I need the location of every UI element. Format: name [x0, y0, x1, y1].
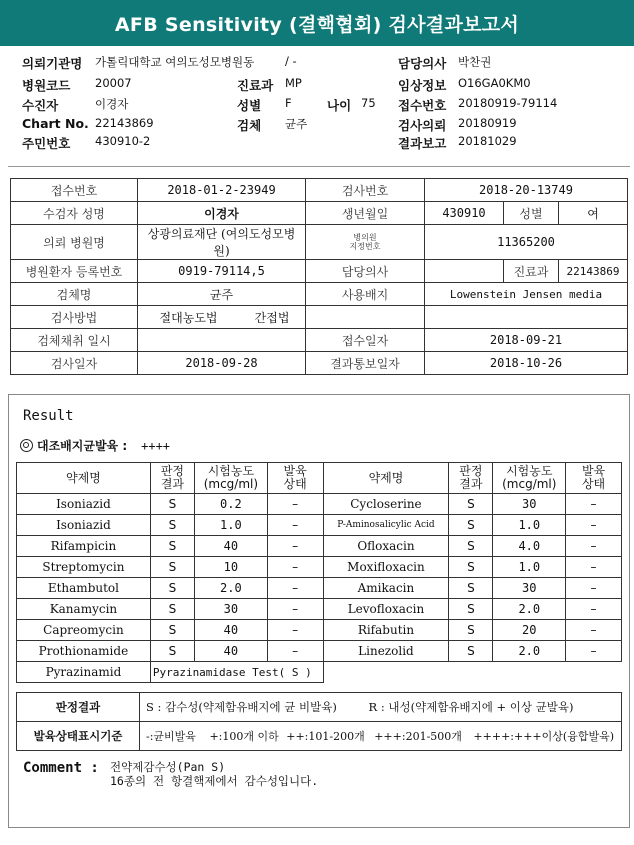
drug-name: Cycloserine [323, 494, 449, 515]
notify-date-value: 2018-10-26 [425, 352, 628, 375]
drug-growth: – [267, 599, 323, 620]
report-header [0, 52, 634, 168]
growth-legend-label: 발육상태표시기준 [17, 722, 140, 751]
growth-legend-1: -:균비발육 [146, 730, 196, 743]
conc-header-right-1: 시험농도 [506, 464, 553, 478]
drug-conc: 2.0 [493, 599, 566, 620]
drug-conc: 40 [195, 620, 268, 641]
growth-header-left-2: 상태 [283, 477, 307, 491]
sex-value: F [285, 96, 292, 110]
growth-legend-2: +:100개 이하 [209, 730, 279, 743]
drug-name: Isoniazid [17, 494, 151, 515]
dept-value: MP [285, 76, 302, 90]
drug-growth: – [267, 578, 323, 599]
hospital-no-label-1: 병의원 [353, 233, 377, 242]
drug-result: S [449, 536, 493, 557]
judge-header-right-1: 판정 [459, 464, 483, 478]
org-extra: / - [285, 54, 297, 68]
drug-conc: 10 [195, 557, 268, 578]
org-label: 의뢰기관명 [22, 56, 83, 71]
specimen-name-value: 균주 [138, 283, 306, 306]
conc-header-right-2: (mcg/ml) [502, 477, 557, 491]
doctor-label: 담당의사 [398, 56, 447, 71]
comment-line-1: 전약제감수성(Pan S) [110, 760, 226, 774]
drug-name: Capreomycin [17, 620, 151, 641]
drug-conc: 1.0 [493, 515, 566, 536]
judge-header-left-2: 결과 [160, 477, 185, 491]
judge-header-left-1: 판정 [160, 464, 185, 478]
specimen-label: 검체 [237, 118, 262, 133]
hospital-code-label: 병원코드 [22, 78, 71, 93]
drug-row [17, 536, 622, 557]
drug-name: Moxifloxacin [323, 557, 449, 578]
media-label: 사용배지 [306, 283, 425, 306]
drug-row [17, 620, 622, 641]
growth-legend-value [140, 722, 622, 751]
drug-growth: – [267, 557, 323, 578]
org-value: 가톨릭대학교 여의도성모병원동 [95, 55, 255, 69]
department-label: 진료과 [504, 260, 559, 283]
clinical-value: O16GA0KM0 [458, 76, 531, 90]
drug-name: Streptomycin [17, 557, 151, 578]
age-value: 75 [361, 96, 376, 110]
registration-label: 병원환자 등록번호 [11, 260, 138, 283]
drug-result: S [449, 494, 493, 515]
receipt-value: 20180919-79114 [458, 96, 558, 110]
drug-result: S [150, 557, 194, 578]
judge-header-right-2: 결과 [459, 477, 483, 491]
drug-name: Ofloxacin [323, 536, 449, 557]
drug-name: P-Aminosalicylic Acid [323, 515, 449, 536]
drug-result: S [449, 620, 493, 641]
request-label: 검사의뢰 [398, 118, 447, 133]
drug-name: Ethambutol [17, 578, 151, 599]
test-date-value: 2018-09-28 [138, 352, 306, 375]
drug-row [17, 494, 622, 515]
test-no-label: 검사번호 [306, 179, 425, 202]
specimen-name-label: 검체명 [11, 283, 138, 306]
test-no-value: 2018-20-13749 [425, 179, 628, 202]
patient-label: 수진자 [22, 98, 59, 113]
divider [8, 166, 630, 167]
patient-info-table [10, 178, 628, 375]
drug-name: Prothionamide [17, 641, 151, 662]
growth-header-right-2: 상태 [581, 477, 606, 491]
notify-date-label: 결과통보일자 [306, 352, 425, 375]
patient-value: 이경자 [95, 97, 129, 111]
drug-result: S [150, 620, 194, 641]
hospital-no-value: 11365200 [425, 225, 628, 260]
drug-conc: 30 [195, 599, 268, 620]
drug-growth: – [566, 515, 622, 536]
drug-result: S [150, 536, 194, 557]
drug-name: Rifampicin [17, 536, 151, 557]
drug-name: Isoniazid [17, 515, 151, 536]
collection-label: 검체채취 일시 [11, 329, 138, 352]
hospital-no-label [306, 225, 425, 260]
drug-growth: – [267, 620, 323, 641]
sex-label: 성별 [504, 202, 559, 225]
drug-header-left: 약제명 [17, 463, 151, 494]
specimen-value: 균주 [285, 117, 308, 131]
drug-result: S [449, 557, 493, 578]
growth-legend-5: ++++:+++이상(융합발육) [473, 730, 614, 743]
drug-conc: 30 [493, 494, 566, 515]
report-value: 20181029 [458, 134, 517, 148]
dob-value: 430910 [425, 202, 504, 225]
comment-label: Comment : [23, 760, 99, 776]
rrn-value: 430910-2 [95, 134, 151, 148]
hospital-label: 의뢰 병원명 [11, 225, 138, 260]
judge-header-right [449, 463, 493, 494]
received-value: 2018-09-21 [425, 329, 628, 352]
control-culture-label: 대조배지균발육 : [37, 439, 128, 453]
comment-text [110, 760, 318, 788]
rrn-label: 주민번호 [22, 136, 71, 151]
name-label: 수검자 성명 [11, 202, 138, 225]
judge-legend-r: R : 내성(약제함유배지에 + 이상 균발육) [368, 700, 574, 714]
receipt-no-value: 2018-01-2-23949 [138, 179, 306, 202]
drug-growth: – [566, 536, 622, 557]
name-value: 이경자 [138, 202, 306, 225]
sex-value: 여 [559, 202, 628, 225]
receipt-no-label: 접수번호 [11, 179, 138, 202]
chart-no-label: Chart No. [22, 116, 89, 131]
drug-conc: 1.0 [493, 557, 566, 578]
drug-result: S [449, 578, 493, 599]
result-heading: Result [23, 408, 74, 424]
dept-label: 진료과 [237, 78, 274, 93]
growth-header-right [566, 463, 622, 494]
media-value: Lowenstein Jensen media [425, 283, 628, 306]
control-culture-value: ++++ [141, 438, 171, 453]
drug-result: S [150, 515, 194, 536]
legend-table [16, 692, 622, 751]
drug-conc: 1.0 [195, 515, 268, 536]
double-circle-icon [20, 439, 33, 452]
request-value: 20180919 [458, 116, 517, 130]
department-value: 22143869 [559, 260, 628, 283]
method-empty [306, 306, 425, 329]
drug-name: Amikacin [323, 578, 449, 599]
attending-doctor-value [425, 260, 504, 283]
drug-conc: 0.2 [195, 494, 268, 515]
conc-header-right [493, 463, 566, 494]
method-value-1: 절대농도법 [138, 306, 240, 329]
drug-growth: – [566, 494, 622, 515]
drug-header-right: 약제명 [323, 463, 449, 494]
drug-result: S [150, 641, 194, 662]
growth-header-right-1: 발육 [581, 464, 606, 478]
drug-conc: 40 [195, 536, 268, 557]
growth-header-left-1: 발육 [283, 464, 307, 478]
drug-result: S [449, 515, 493, 536]
clinical-label: 임상정보 [398, 78, 447, 93]
method-label: 검사방법 [11, 306, 138, 329]
growth-header-left [267, 463, 323, 494]
growth-legend-4: +++:201-500개 [374, 730, 462, 743]
hospital-code-value: 20007 [95, 76, 132, 90]
registration-value: 0919-79114,5 [138, 260, 306, 283]
control-culture [20, 437, 170, 454]
drug-conc: 2.0 [195, 578, 268, 599]
drug-result: S [150, 578, 194, 599]
hospital-no-label-2: 지정번호 [349, 242, 381, 251]
drug-conc: 30 [493, 578, 566, 599]
drug-result: S [449, 599, 493, 620]
drug-conc: 2.0 [493, 641, 566, 662]
drug-row [17, 599, 622, 620]
drug-row [17, 515, 622, 536]
drug-name: Rifabutin [323, 620, 449, 641]
drug-name: Kanamycin [17, 599, 151, 620]
drug-row [17, 641, 622, 662]
drug-conc: 40 [195, 641, 268, 662]
drug-row [17, 557, 622, 578]
sex-label: 성별 [237, 98, 262, 113]
drug-name: Levofloxacin [323, 599, 449, 620]
receipt-label: 접수번호 [398, 98, 447, 113]
pyrazinamide-empty [323, 662, 621, 683]
conc-header-left-1: 시험농도 [207, 464, 255, 478]
judge-legend-label: 판정결과 [17, 693, 140, 722]
drug-growth: – [566, 620, 622, 641]
conc-header-left [195, 463, 268, 494]
method-value-2: 간접법 [239, 306, 305, 329]
drug-growth: – [566, 599, 622, 620]
drug-growth: – [267, 494, 323, 515]
drug-name: Linezolid [323, 641, 449, 662]
report-title: AFB Sensitivity (결핵협회) 검사결과보고서 [0, 0, 634, 46]
attending-doctor-label: 담당의사 [306, 260, 425, 283]
test-date-label: 검사일자 [11, 352, 138, 375]
drug-result: S [150, 599, 194, 620]
hospital-value: 상광의료재단 (여의도성모병원) [138, 225, 306, 260]
judge-legend-value [140, 693, 622, 722]
report-label: 결과보고 [398, 136, 447, 151]
growth-legend-3: ++:101-200개 [286, 730, 365, 743]
doctor-value: 박찬권 [458, 55, 492, 69]
drug-growth: – [267, 515, 323, 536]
drug-growth: – [566, 641, 622, 662]
dob-label: 생년월일 [306, 202, 425, 225]
pyrazinamide-row [17, 662, 622, 683]
drug-growth: – [267, 641, 323, 662]
drug-result: S [449, 641, 493, 662]
drug-growth: – [566, 557, 622, 578]
drug-growth: – [267, 536, 323, 557]
chart-no-value: 22143869 [95, 116, 154, 130]
drug-growth: – [566, 578, 622, 599]
method-empty-2 [425, 306, 628, 329]
pyrazinamide-name: Pyrazinamid [17, 662, 151, 683]
age-label: 나이 [327, 98, 352, 113]
drug-susceptibility-table [16, 462, 622, 683]
drug-row [17, 578, 622, 599]
conc-header-left-2: (mcg/ml) [203, 477, 259, 491]
drug-table-body [17, 494, 622, 683]
judge-legend-s: S : 감수성(약제함유배지에 균 비발육) [146, 700, 337, 714]
drug-conc: 4.0 [493, 536, 566, 557]
judge-header-left [150, 463, 194, 494]
received-label: 접수일자 [306, 329, 425, 352]
drug-result: S [150, 494, 194, 515]
pyrazinamide-value: Pyrazinamidase Test( S ) [150, 662, 323, 683]
comment-line-2: 16종의 전 항결핵제에서 감수성입니다. [110, 774, 319, 788]
drug-conc: 20 [493, 620, 566, 641]
collection-value [138, 329, 306, 352]
